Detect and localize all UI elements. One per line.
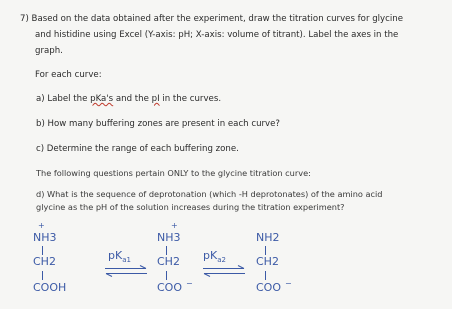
bond-line [166, 271, 167, 280]
part-b-text: b) How many buffering zones are present in each curve? [36, 119, 280, 129]
bond-line [265, 271, 266, 280]
pka1-base: pK [108, 249, 123, 262]
part-a-mid: and the [113, 94, 152, 104]
equilibrium-arrow-icon [104, 265, 148, 277]
bond-line [166, 246, 167, 255]
part-a-text [36, 94, 221, 104]
for-each-curve-label: For each curve: [35, 70, 102, 80]
bond-line [265, 246, 266, 255]
part-a-pka: pKa's [90, 94, 114, 104]
methylene-group: CH2 [33, 255, 56, 268]
charge-plus: + [171, 221, 178, 230]
part-a-prefix: a) Label the [36, 94, 91, 104]
part-c-text: c) Determine the range of each buffering zone. [36, 144, 239, 154]
pka2-label [203, 249, 226, 264]
charge-plus: + [38, 221, 45, 230]
pka1-label [108, 249, 131, 264]
part-a-suffix: in the curves. [159, 94, 222, 104]
bond-line [42, 246, 43, 255]
pka2-sub: a2 [217, 256, 226, 265]
carboxylate-group: COO [157, 281, 182, 294]
question-line-2: and histidine using Excel (Y-axis: pH; X-axis: volume of titrant). Label the axes in the [35, 30, 399, 40]
amino-group: NH3 [157, 231, 181, 244]
charge-minus: − [186, 279, 193, 288]
glycine-note: The following questions pertain ONLY to the glycine titration curve: [36, 168, 311, 178]
equilibrium-arrow-icon [202, 265, 246, 277]
part-d-line-1: d) What is the sequence of deprotonation (which -H deprotonates) of the amino acid [36, 189, 383, 199]
charge-minus: − [285, 279, 292, 288]
amino-group: NH3 [33, 231, 57, 244]
part-a-pi: pI [151, 94, 160, 104]
part-d-line-2: glycine as the pH of the solution increases during the titration experiment? [36, 202, 345, 212]
question-line-1: 7) Based on the data obtained after the experiment, draw the titration curves for glycine [20, 14, 403, 24]
carboxylate-group: COO [256, 281, 281, 294]
bond-line [42, 271, 43, 280]
methylene-group: CH2 [256, 255, 279, 268]
pka1-sub: a1 [122, 256, 131, 265]
methylene-group: CH2 [157, 255, 180, 268]
question-line-3: graph. [35, 46, 63, 56]
carboxyl-group: COOH [33, 281, 67, 294]
amino-group: NH2 [256, 231, 280, 244]
pka2-base: pK [203, 249, 218, 262]
